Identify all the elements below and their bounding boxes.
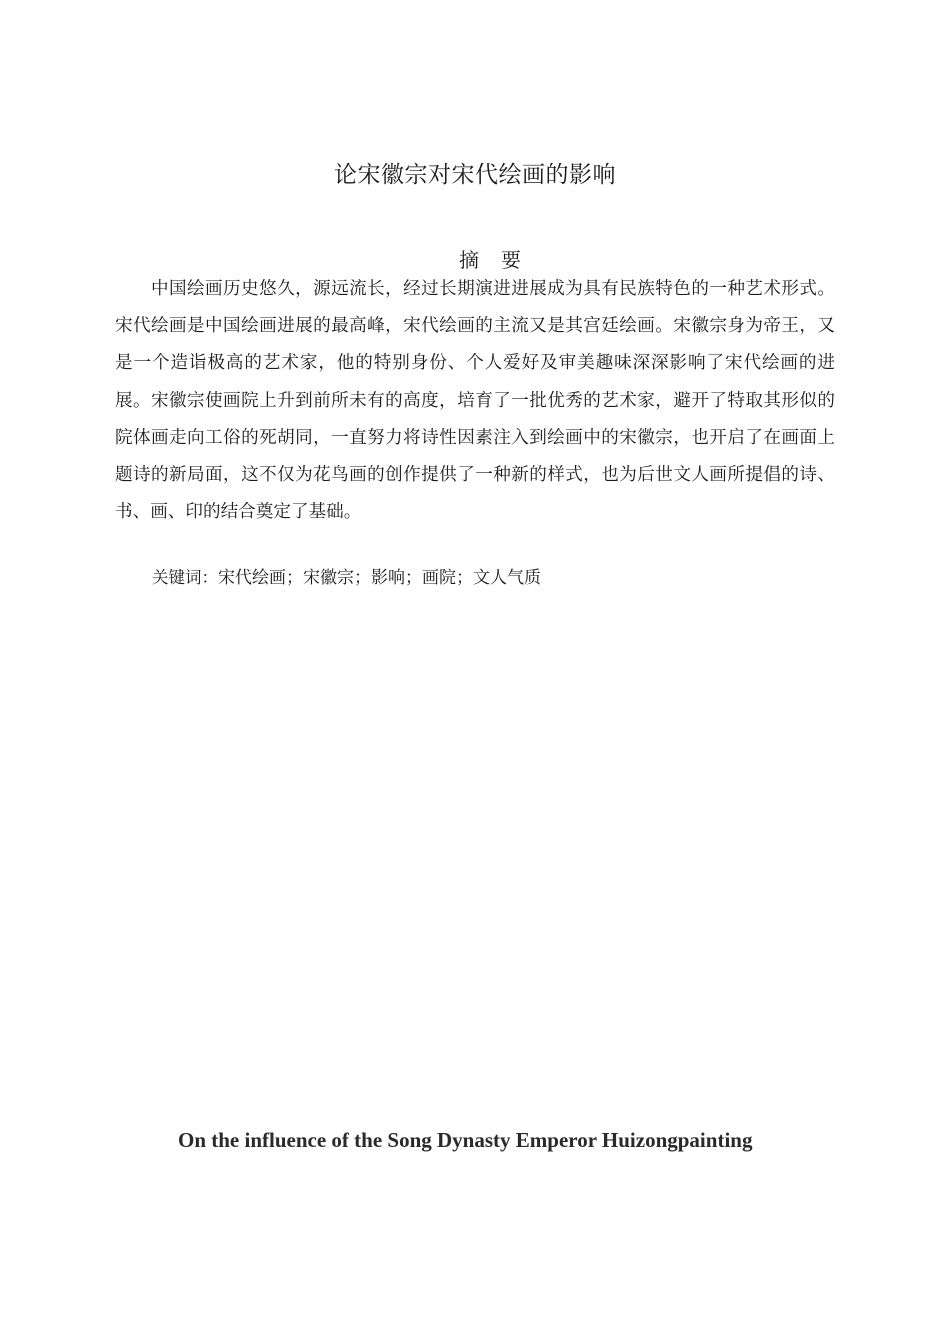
keywords-line xyxy=(152,565,541,591)
keywords-values: 宋代绘画；宋徽宗；影响；画院；文人气质 xyxy=(218,568,541,588)
chinese-title: 论宋徽宗对宋代绘画的影响 xyxy=(334,162,616,188)
abstract-body: 中国绘画历史悠久，源远流长，经过长期演进进展成为具有民族特色的一种艺术形式。宋代绘画是中国绘画进展的最高峰，宋代绘画的主流又是其宫廷绘画。宋徽宗身为帝王，又是一个造诣极高的艺术家，他的特别身份、个人爱好及审美趣味深深影响了宋代绘画的进展。宋徽宗使画院上升到前所未有的高度，培育了一批优秀的艺术家，避开了特取其形似的院体画走向工俗的死胡同，一直努力将诗性因素注入到绘画中的宋徽宗，也开启了在画面上题诗的新局面，这不仅为花鸟画的创作提供了一种新的样式，也为后世文人画所提倡的诗、书、画、印的结合奠定了基础。 xyxy=(115,279,835,523)
keywords-label: 关键词： xyxy=(152,568,218,587)
english-title: On the influence of the Song Dynasty Emperor Huizongpainting xyxy=(178,1128,753,1152)
abstract-heading xyxy=(0,244,950,273)
abstract-heading-char-1: 摘 xyxy=(459,248,479,272)
abstract-heading-char-2: 要 xyxy=(501,248,521,272)
